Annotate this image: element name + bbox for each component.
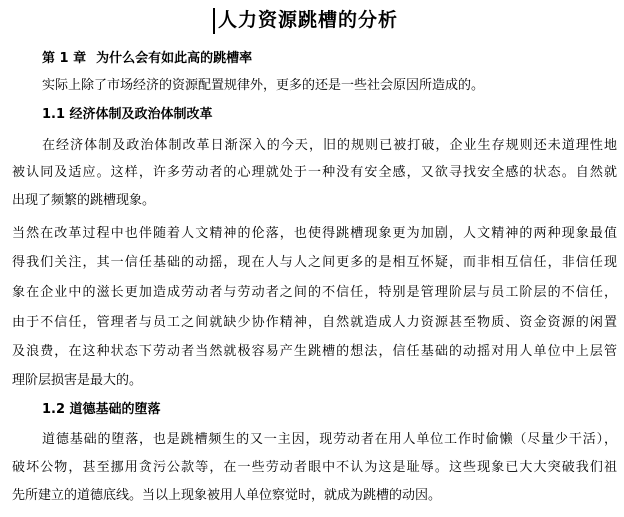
paragraph-line: 出现了频繁的跳槽现象。 <box>12 193 156 208</box>
paragraph-line: 当然在改革过程中也伴随着人文精神的伦落，也使得跳槽现象更为加剧，人文精神的两种现象最值 <box>12 226 617 241</box>
chapter-number: 第 1 章 <box>42 51 87 66</box>
paragraph-line: 先所建立的道德底线。当以上现象被用人单位察觉时，就成为跳槽的动因。 <box>12 488 442 503</box>
paragraph-line: 道德基础的堕落，也是跳槽频生的又一主因，现劳动者在用人单位工作时偷懒（尽量少干活）， <box>42 432 617 447</box>
chapter-heading <box>42 50 252 68</box>
paragraph-line: 在经济体制及政治体制改革日渐深入的今天，旧的规则已被打破，企业生存规则还未道理性地 <box>42 138 617 153</box>
document-title: 人力资源跳槽的分析 <box>218 9 399 31</box>
paragraph-line: 由于不信任，管理者与员工之间就缺少协作精神，自然就造成人力资源甚至物质、资金资源的闲置 <box>12 315 617 330</box>
chapter-title: 为什么会有如此高的跳槽率 <box>96 51 253 66</box>
paragraph-line: 得我们关注，其一信任基础的动摇，现在人与人之间更多的是相互怀疑，而非相互信任，非信任现 <box>12 255 617 270</box>
paragraph-line: 及浪费，在这种状态下劳动者当然就极容易产生跳槽的想法，信任基础的动摇对用人单位中上层管 <box>12 344 617 359</box>
paragraph-line: 理阶层损害是最大的。 <box>12 373 143 388</box>
intro-paragraph: 实际上除了市场经济的资源配置规律外，更多的还是一些社会原因所造成的。 <box>42 78 485 93</box>
paragraph-line: 象在企业中的滋长更加造成劳动者与劳动者之间的不信任，特别是管理阶层与员工阶层的不信任， <box>12 285 617 300</box>
paragraph-line: 被认同及适应。这样，许多劳动者的心理就处于一种没有安全感，又欲寻找安全感的状态。自然就 <box>12 165 617 180</box>
paragraph-line: 破坏公物，甚至挪用贪污公款等，在一些劳动者眼中不认为这是耻辱。这些现象已大大突破我们祖 <box>12 460 617 475</box>
section-1-1-heading: 1.1 经济体制及政治体制改革 <box>42 107 213 122</box>
text-cursor <box>213 8 215 34</box>
section-1-2-heading: 1.2 道德基础的堕落 <box>42 402 161 417</box>
